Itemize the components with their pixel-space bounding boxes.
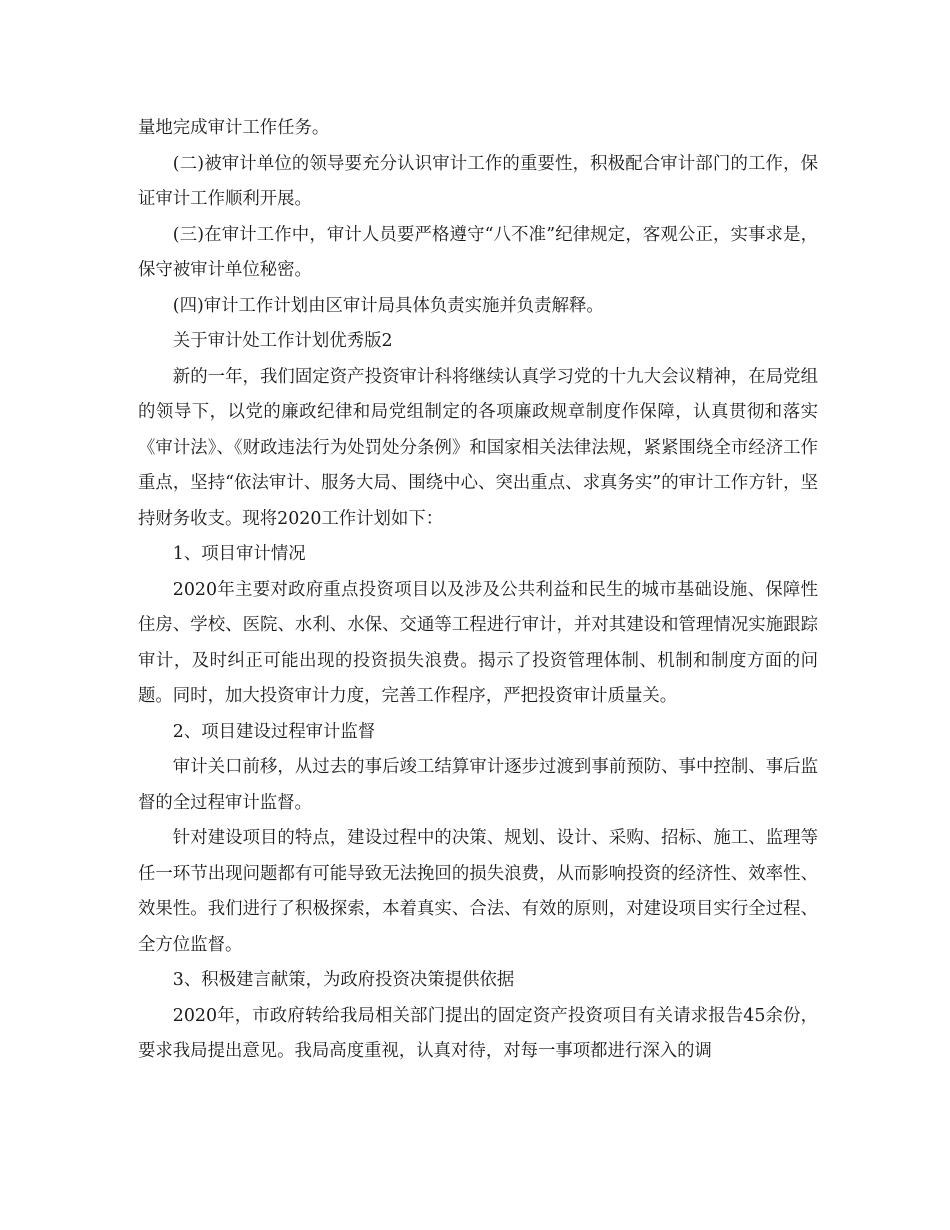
paragraph-item-4: (四)审计工作计划由区审计局具体负责实施并负责解释。 <box>172 295 604 316</box>
document-body <box>138 111 818 1070</box>
paragraph-project-audit: 2020年主要对政府重点投资项目以及涉及公共利益和民生的城市基础设施、保障性住房、学校、医院、水利、水保、交通等工程进行审计，并对其建设和管理情况实施跟踪审计，及时纠正可能出现的投资损失浪费。揭示了投资管理体制、机制和制度方面的问题。同时，加大投资审计力度，完善工作程序，严把投资审计质量关。 <box>138 579 818 706</box>
heading-project-audit: 1、项目审计情况 <box>172 544 306 564</box>
section-title: 关于审计处工作计划优秀版2 <box>172 331 393 351</box>
paragraph-item-2: (二)被审计单位的领导要充分认识审计工作的重要性，积极配合审计部门的工作，保证审计工作顺利开展。 <box>138 153 818 209</box>
paragraph-process-supervision: 审计关口前移，从过去的事后竣工结算审计逐步过渡到事前预防、事中控制、事后监督的全过程审计监督。 <box>138 757 818 813</box>
paragraph-advice: 2020年，市政府转给我局相关部门提出的固定资产投资项目有关请求报告45余份，要求我局提出意见。我局高度重视，认真对待，对每一事项都进行深入的调 <box>138 1005 818 1061</box>
heading-advice: 3、积极建言献策，为政府投资决策提供依据 <box>172 970 515 990</box>
paragraph-continuation: 量地完成审计工作任务。 <box>138 118 330 138</box>
paragraph-intro: 新的一年，我们固定资产投资审计科将继续认真学习党的十九大会议精神，在局党组的领导下，以党的廉政纪律和局党组制定的各项廉政规章制度作保障，认真贯彻和落实《审计法》、《财政违法行为处罚处分条例》和国家相关法律法规，紧紧围绕全市经济工作重点，坚持“依法审计、服务大局、围绕中心、突出重点、求真务实”的审计工作方针，坚持财务收支。现将2020工作计划如下： <box>138 366 818 529</box>
paragraph-project-features: 针对建设项目的特点，建设过程中的决策、规划、设计、采购、招标、施工、监理等任一环节出现问题都有可能导致无法挽回的损失浪费，从而影响投资的经济性、效率性、效果性。我们进行了积极探索，本着真实、合法、有效的原则，对建设项目实行全过程、全方位监督。 <box>138 828 818 955</box>
paragraph-item-3: (三)在审计工作中，审计人员要严格遵守“八不准”纪律规定，客观公正，实事求是，保守被审计单位秘密。 <box>138 224 818 280</box>
heading-process-supervision: 2、项目建设过程审计监督 <box>172 721 376 742</box>
